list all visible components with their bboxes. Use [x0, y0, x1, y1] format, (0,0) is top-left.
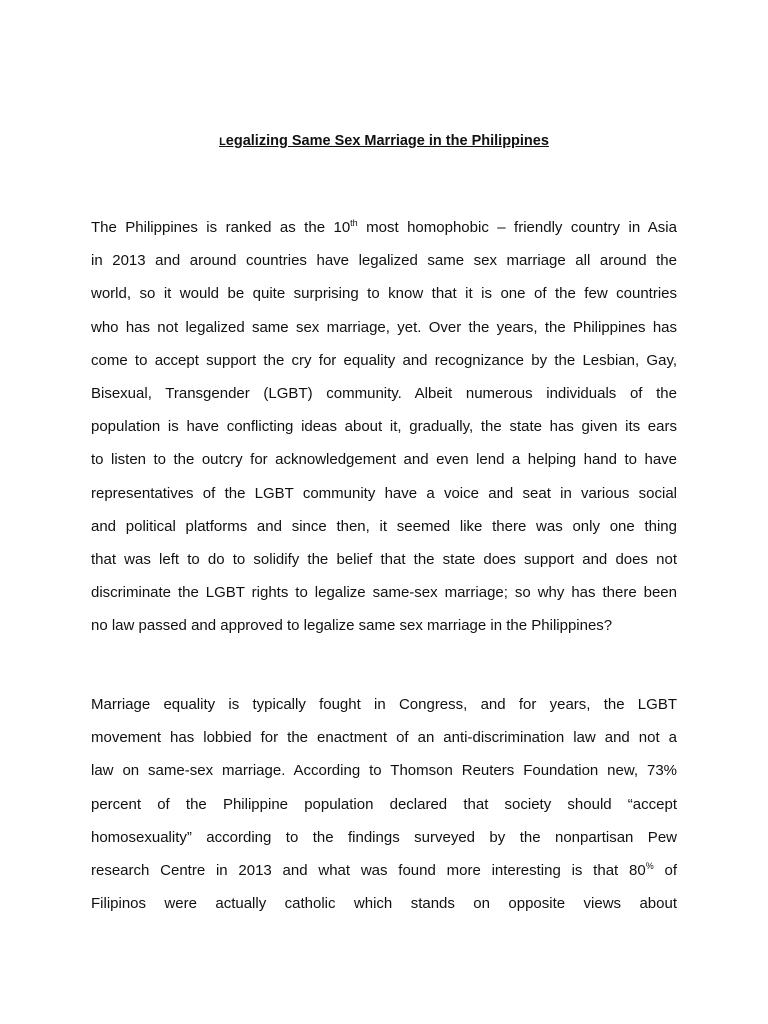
paragraph-line: movement has lobbied for the enactment of an anti-discrimination law and not a — [91, 729, 677, 747]
line-text: most homophobic – friendly country in Asia — [357, 219, 677, 236]
paragraph-line — [91, 211, 677, 244]
line-text: The Philippines is ranked as the 10 — [91, 219, 351, 236]
paragraph-line: population is have conflicting ideas about it, gradually, the state has given its ears — [91, 418, 677, 436]
paragraph-1 — [91, 211, 677, 642]
paragraph-line: to listen to the outcry for acknowledgement and even lend a helping hand to have — [91, 451, 677, 469]
document-title — [0, 131, 768, 152]
title-rest: egalizing Same Sex Marriage in the Philippines — [225, 133, 549, 149]
paragraph-line: homosexuality” according to the findings surveyed by the nonpartisan Pew — [91, 828, 677, 846]
paragraph-line: that was left to do to solidify the belief that the state does support and does not — [91, 550, 677, 568]
percent-superscript: % — [645, 860, 654, 871]
title-first-letter: L — [219, 136, 226, 148]
paragraph-line: percent of the Philippine population declared that society should “accept — [91, 795, 677, 813]
paragraph-line: world, so it would be quite surprising to know that it is one of the few countries — [91, 285, 677, 303]
paragraph-line: no law passed and approved to legalize same sex marriage in the Philippines? — [91, 617, 613, 635]
paragraph-line: Bisexual, Transgender (LGBT) community. Albeit numerous individuals of the — [91, 384, 677, 402]
paragraph-line — [91, 854, 677, 887]
line-text: of — [653, 861, 677, 879]
paragraph-line: in 2013 and around countries have legalized same sex marriage all around the — [91, 252, 677, 270]
line-text: research Centre in 2013 and what was found more interesting is that 80 — [91, 861, 646, 879]
ordinal-superscript: th — [350, 218, 358, 228]
paragraph-line: and political platforms and since then, it seemed like there was only one thing — [91, 517, 677, 535]
paragraph-2 — [91, 688, 677, 920]
paragraph-line: law on same-sex marriage. According to Thomson Reuters Foundation new, 73% — [91, 762, 677, 780]
paragraph-line: Marriage equality is typically fought in Congress, and for years, the LGBT — [91, 696, 677, 713]
paragraph-line: come to accept support the cry for equality and recognizance by the Lesbian, Gay, — [91, 351, 677, 369]
paragraph-line: Filipinos were actually catholic which stands on opposite views about — [91, 895, 677, 913]
paragraph-line: representatives of the LGBT community have a voice and seat in various social — [91, 484, 677, 502]
paragraph-line: discriminate the LGBT rights to legalize same-sex marriage; so why has there been — [91, 584, 677, 602]
paragraph-line: who has not legalized same sex marriage, yet. Over the years, the Philippines has — [91, 318, 677, 336]
